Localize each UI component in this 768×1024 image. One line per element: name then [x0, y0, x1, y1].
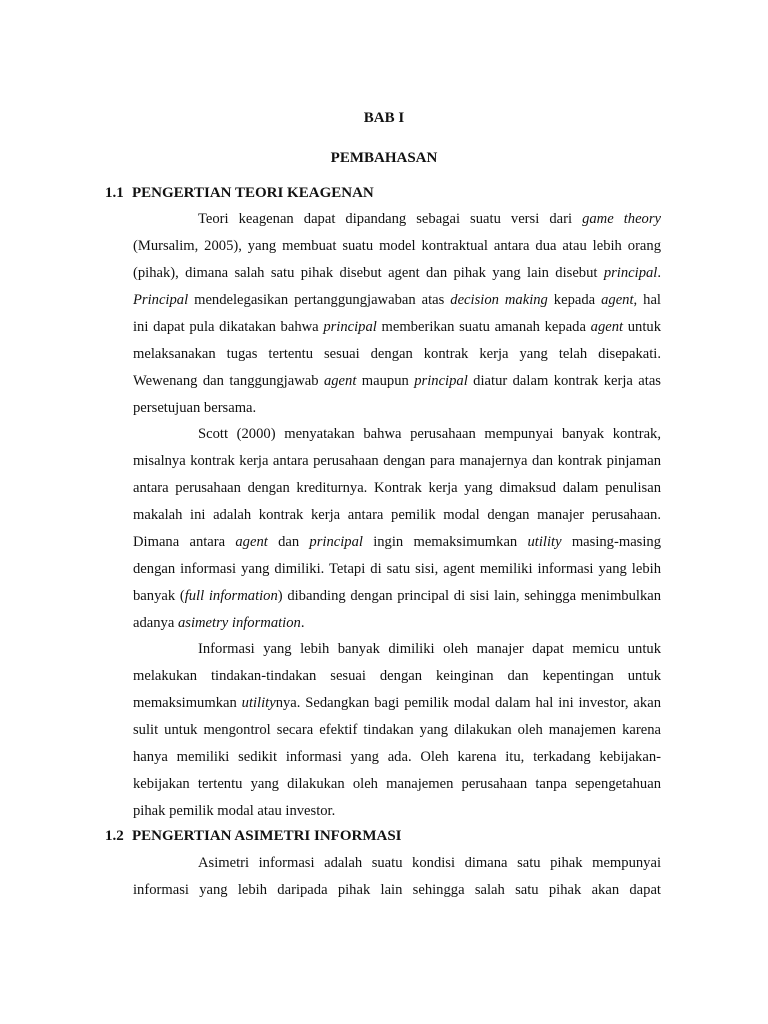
paragraph-line [198, 209, 661, 229]
italic-term: principal [323, 319, 377, 335]
text-run: kepada [547, 292, 602, 308]
section-number: 1.2 [105, 828, 124, 844]
paragraph-line [133, 559, 661, 579]
text-run: Wewenang dan tanggungjawab [133, 373, 324, 389]
text-run: ini dapat pula dikatakan bahwa [133, 319, 324, 335]
text-run: mendelegasikan pertanggungjawaban atas [188, 292, 451, 308]
text-run: melaksanakan tugas tertentu sesuai dengan kontrak kerja yang telah disepakati. [133, 346, 661, 362]
text-run: , hal [633, 292, 661, 308]
paragraph-line [198, 639, 661, 659]
text-run: ingin memaksimumkan [362, 534, 528, 550]
chapter-title: PEMBAHASAN [330, 150, 438, 166]
paragraph-line [133, 398, 661, 418]
italic-term: decision making [450, 292, 548, 308]
text-run: hanya memiliki sedikit informasi yang ada. Oleh karena itu, terkadang kebijakan- [133, 749, 661, 765]
section-title: PENGERTIAN TEORI KEAGENAN [132, 185, 374, 201]
text-run: antara perusahaan dengan krediturnya. Kontrak kerja yang dimaksud dalam penulisan [133, 480, 661, 496]
section-heading-1-2 [105, 826, 402, 846]
text-run: (pihak), dimana salah satu pihak disebut agent dan pihak yang lain disebut [133, 265, 604, 281]
text-run: nya. Sedangkan bagi pemilik modal dalam hal ini investor, akan [275, 695, 661, 711]
italic-term: agent [235, 534, 268, 550]
paragraph-line [198, 853, 661, 873]
text-run: sulit untuk mengontrol secara efektif tindakan yang dilakukan oleh manajemen karena [133, 722, 661, 738]
paragraph-line [133, 290, 661, 310]
paragraph-line [133, 371, 661, 391]
paragraph-line [198, 424, 661, 444]
text-run: . [657, 265, 661, 281]
text-run: Dimana antara [133, 534, 236, 550]
paragraph-line [133, 236, 661, 256]
paragraph-line [133, 613, 661, 633]
text-run: untuk [623, 319, 661, 335]
text-run: persetujuan bersama. [133, 400, 257, 416]
section-number: 1.1 [105, 185, 124, 201]
text-run: masing-masing [561, 534, 661, 550]
paragraph-line [133, 720, 661, 740]
text-run: dengan informasi yang dimiliki. Tetapi di satu sisi, agent memiliki informasi yang lebih [133, 561, 661, 577]
paragraph-line [133, 880, 661, 900]
italic-term: Principal [133, 292, 189, 308]
text-run: dan [267, 534, 310, 550]
text-run: memaksimumkan [133, 695, 242, 711]
italic-term: full information [184, 588, 278, 604]
text-run: . [300, 615, 305, 631]
text-run: pihak pemilik modal atau investor. [133, 803, 336, 819]
text-run: kebijakan tertentu yang dilakukan oleh manajemen perusahaan tanpa sepengetahuan [133, 776, 661, 792]
italic-term: principal [603, 265, 658, 281]
paragraph-line [133, 693, 661, 713]
text-run: Informasi yang lebih banyak dimiliki oleh manajer dapat memicu untuk [198, 641, 661, 657]
paragraph-line [133, 317, 661, 337]
italic-term: agent [601, 292, 634, 308]
text-run: diatur dalam kontrak kerja atas [467, 373, 661, 389]
text-run: maupun [356, 373, 415, 389]
section-heading-1-1 [105, 183, 374, 203]
paragraph-line [133, 586, 661, 606]
paragraph-line [133, 747, 661, 767]
text-run: (Mursalim, 2005), yang membuat suatu model kontraktual antara dua atau lebih orang [133, 238, 661, 254]
paragraph-line [133, 451, 661, 471]
text-run: banyak ( [133, 588, 185, 604]
paragraph-line [133, 666, 661, 686]
text-run: Asimetri informasi adalah suatu kondisi dimana satu pihak mempunyai [198, 855, 661, 871]
section-title: PENGERTIAN ASIMETRI INFORMASI [132, 828, 402, 844]
italic-term: agent [323, 373, 357, 389]
italic-term: utility [527, 534, 562, 550]
paragraph-line [133, 801, 661, 821]
italic-term: principal [414, 373, 468, 389]
chapter-label: BAB I [363, 110, 405, 126]
text-run: informasi yang lebih daripada pihak lain sehingga salah satu pihak akan dapat [133, 882, 661, 898]
text-run: Scott (2000) menyatakan bahwa perusahaan mempunyai banyak kontrak, [198, 426, 661, 442]
text-run: Teori keagenan dapat dipandang sebagai suatu versi dari [198, 211, 583, 227]
paragraph-line [133, 478, 661, 498]
italic-term: agent [590, 319, 624, 335]
text-run: makalah ini adalah kontrak kerja antara pemilik modal dengan manajer perusahaan. [133, 507, 661, 523]
italic-term: utility [241, 695, 276, 711]
paragraph-line [133, 344, 661, 364]
text-run: melakukan tindakan-tindakan sesuai dengan keinginan dan kepentingan untuk [133, 668, 661, 684]
italic-term: asimetry information [177, 615, 301, 631]
italic-term: principal [309, 534, 363, 550]
text-run: ) dibanding dengan principal di sisi lain, sehingga menimbulkan [277, 588, 662, 604]
paragraph-line [133, 505, 661, 525]
paragraph-line [133, 263, 661, 283]
italic-term: game theory [582, 211, 661, 227]
text-run: memberikan suatu amanah kepada [376, 319, 591, 335]
paragraph-line [133, 774, 661, 794]
text-run: adanya [133, 615, 178, 631]
text-run: misalnya kontrak kerja antara perusahaan dengan para manajernya dan kontrak pinjaman [133, 453, 661, 469]
paragraph-line [133, 532, 661, 552]
